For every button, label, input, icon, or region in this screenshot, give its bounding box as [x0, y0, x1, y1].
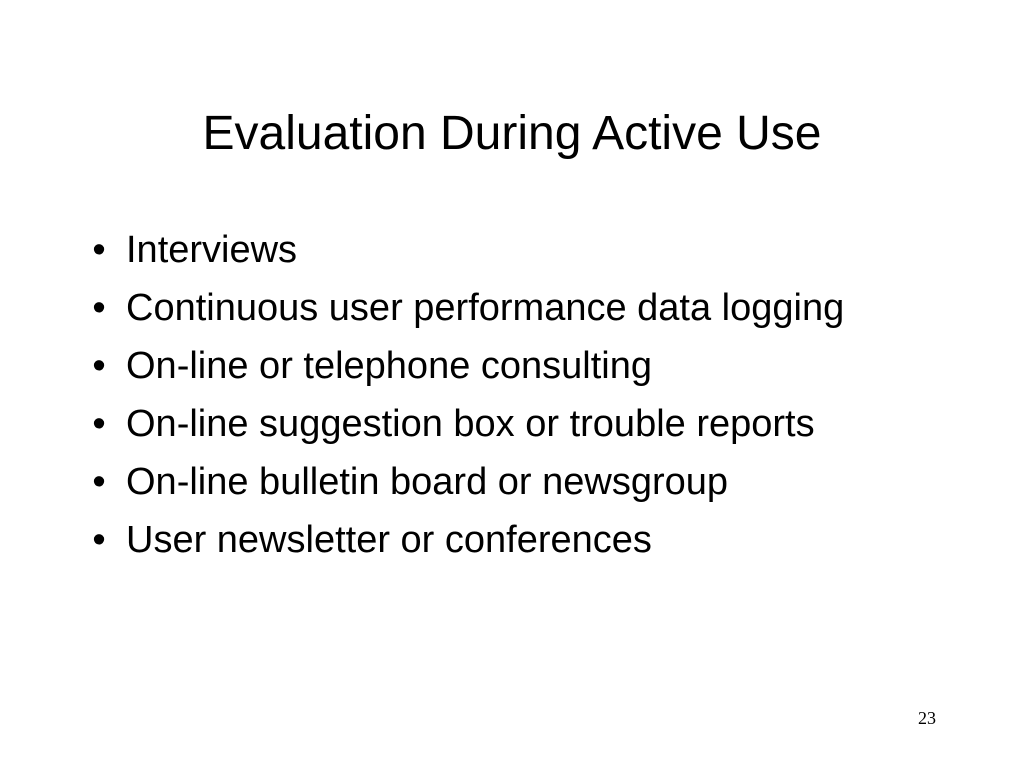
bullet-item: [84, 460, 944, 504]
bullet-item: [84, 344, 944, 388]
bullet-item: [84, 402, 944, 446]
bullet-dot-icon: •: [92, 403, 106, 445]
bullet-text: On-line suggestion box or trouble reports: [126, 403, 815, 445]
page-number: 23: [918, 708, 936, 728]
bullet-dot-icon: •: [92, 229, 106, 271]
bullet-list: [84, 228, 944, 576]
bullet-dot-icon: •: [92, 461, 106, 503]
bullet-text: On-line bulletin board or newsgroup: [126, 461, 729, 503]
bullet-text: Continuous user performance data logging: [126, 287, 845, 329]
bullet-dot-icon: •: [92, 287, 106, 329]
bullet-dot-icon: •: [92, 519, 106, 561]
bullet-item: [84, 228, 944, 272]
bullet-text: On-line or telephone consulting: [126, 345, 653, 387]
bullet-item: [84, 518, 944, 562]
bullet-dot-icon: •: [92, 345, 106, 387]
slide-title: Evaluation During Active Use: [202, 107, 822, 160]
bullet-text: Interviews: [126, 229, 298, 271]
bullet-item: [84, 286, 944, 330]
bullet-text: User newsletter or conferences: [126, 519, 652, 561]
